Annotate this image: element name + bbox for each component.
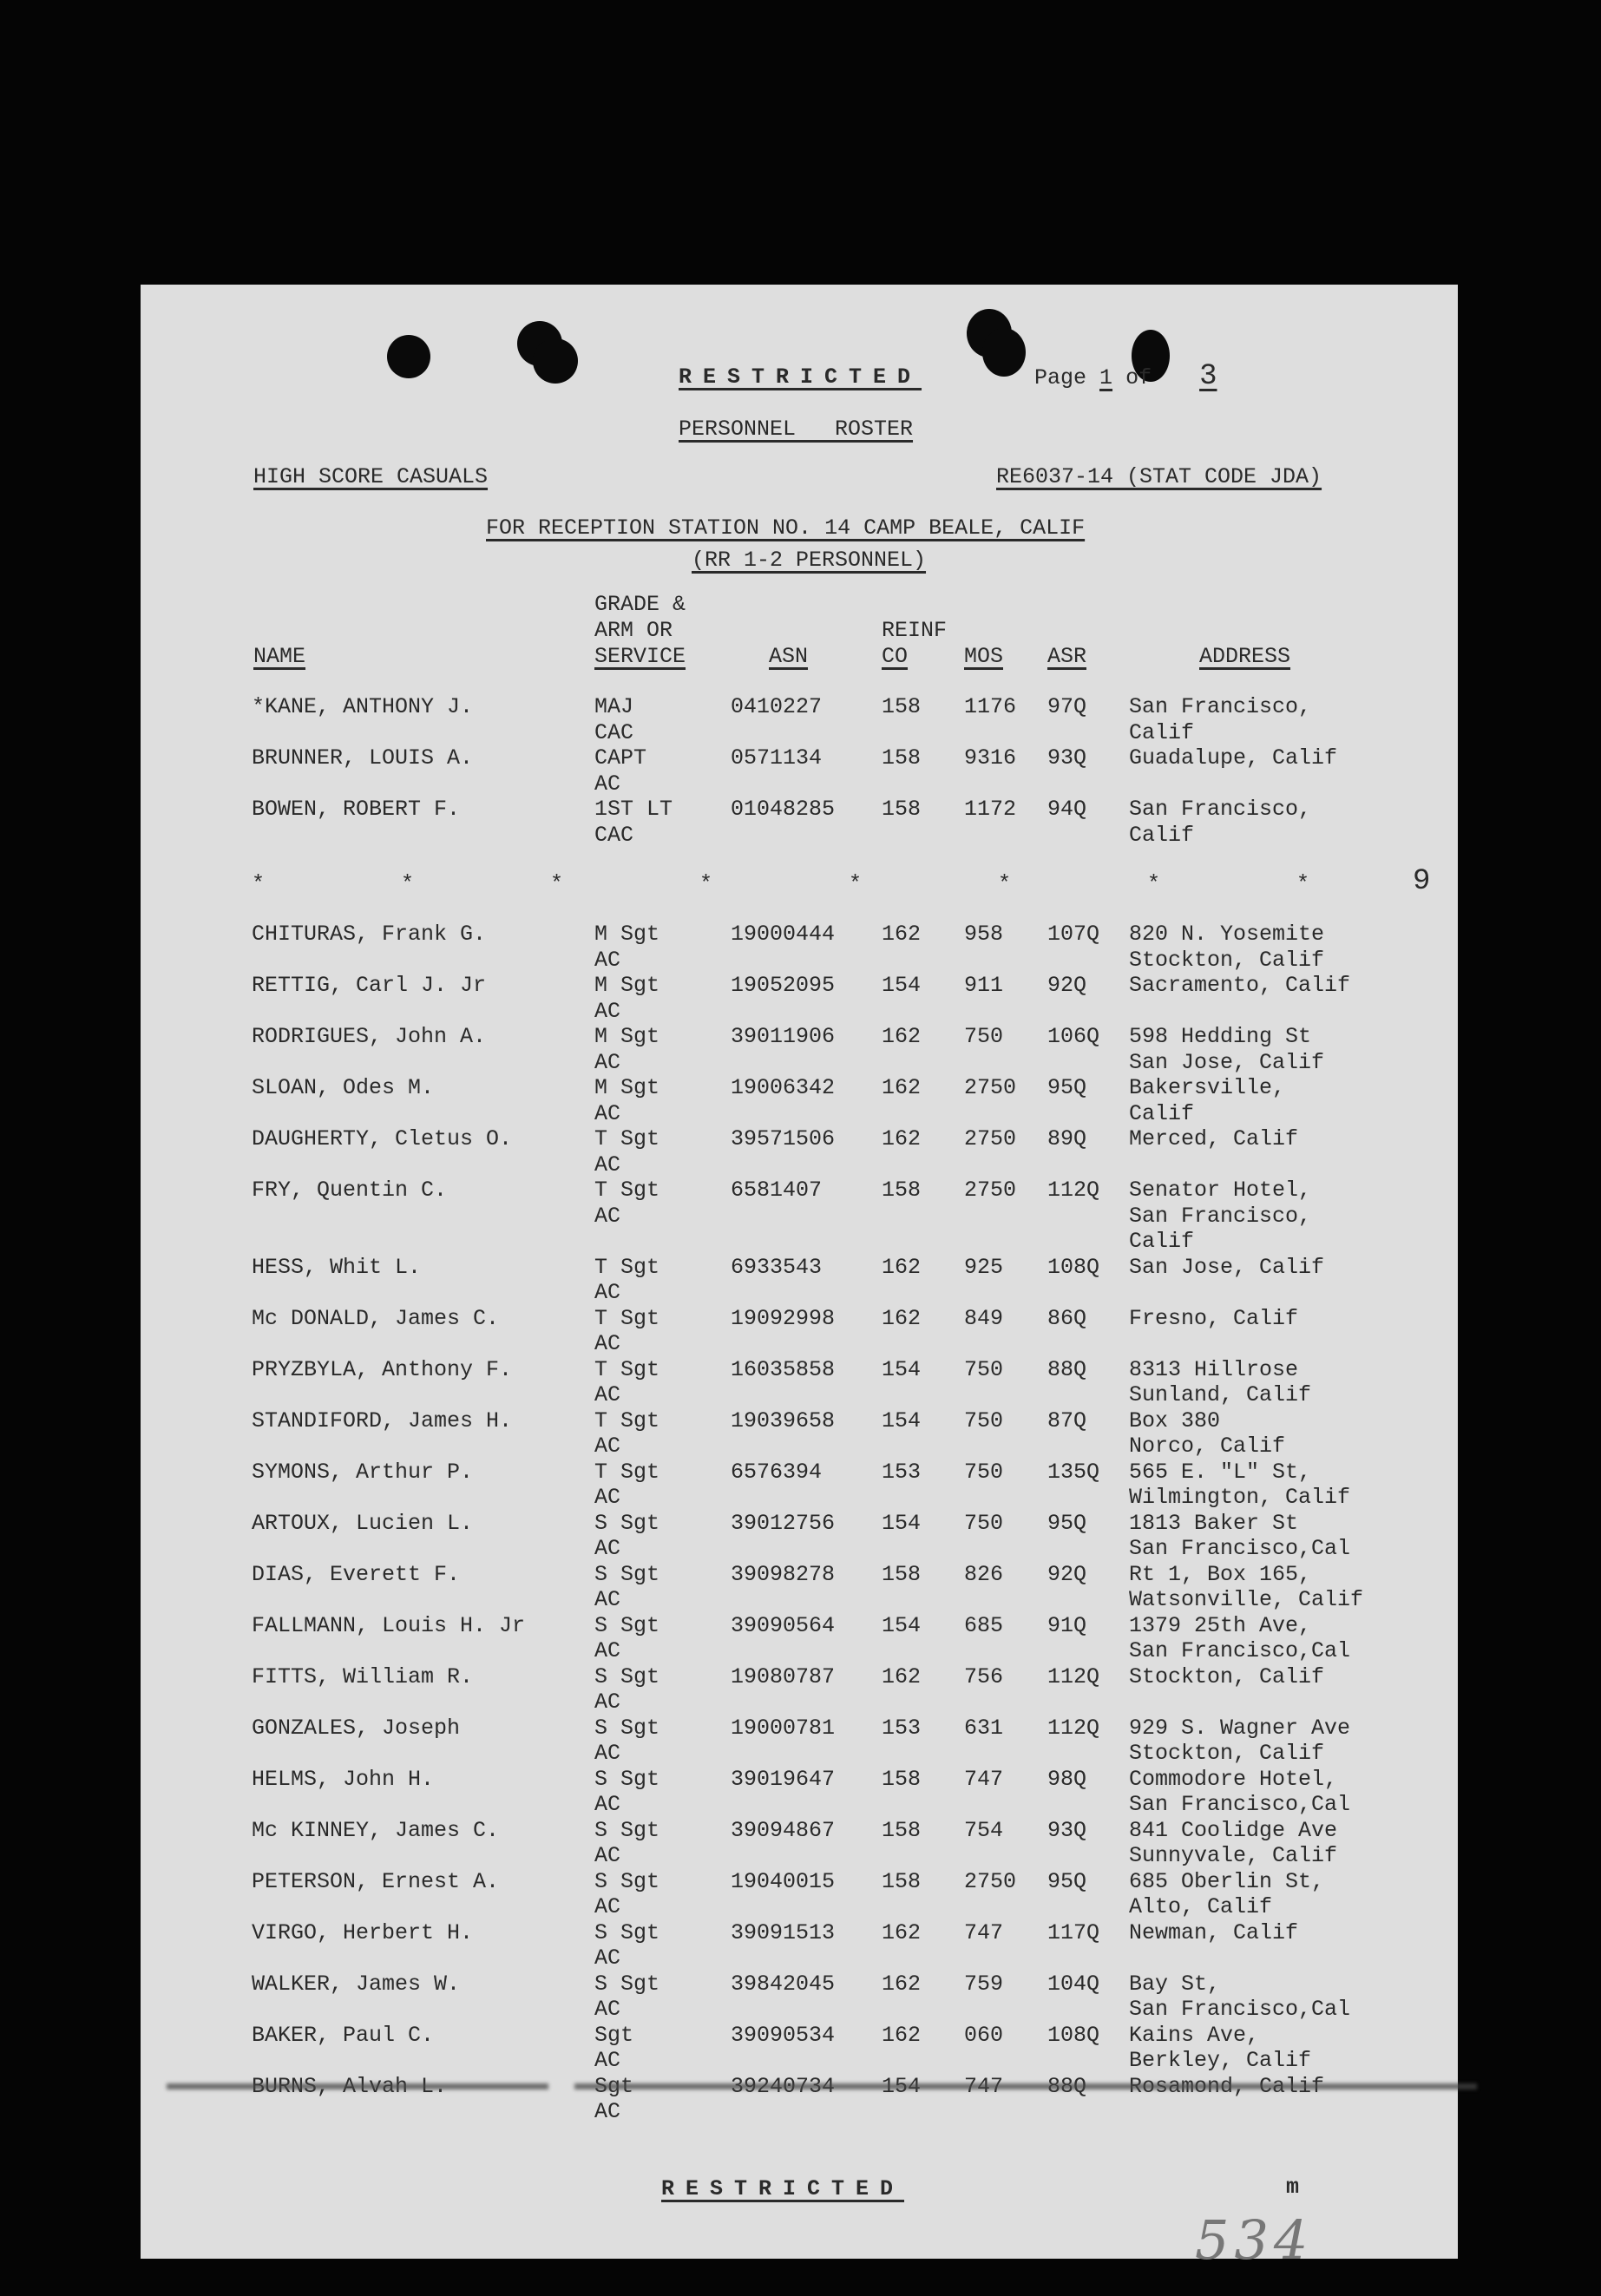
cell-grade: Sgt <box>594 2022 634 2048</box>
cell-name: ARTOUX, Lucien L. <box>252 1510 474 1536</box>
cell-address-line: 8313 Hillrose <box>1129 1356 1299 1382</box>
cell-address-line: Calif <box>1129 822 1195 848</box>
col-asr: ASR <box>1047 644 1087 669</box>
cell-mos: 747 <box>964 1766 1004 1792</box>
cell-grade: S Sgt <box>594 1919 660 1945</box>
cell-address-line: Kains Ave, <box>1129 2022 1260 2048</box>
cell-address-line: Merced, Calif <box>1129 1126 1299 1151</box>
cell-mos: 2750 <box>964 1868 1017 1894</box>
cell-arm: CAC <box>594 719 634 745</box>
cell-mos: 750 <box>964 1510 1004 1536</box>
cell-arm: AC <box>594 1894 621 1919</box>
separator-star: * <box>550 871 564 896</box>
cell-address-line: Commodore Hotel, <box>1129 1766 1338 1792</box>
roster-page <box>141 285 1458 2272</box>
cell-address-line: San Francisco, <box>1129 1203 1312 1229</box>
cell-arm: AC <box>594 1997 621 2022</box>
cell-name: FITTS, William R. <box>252 1663 474 1689</box>
cell-co: 162 <box>882 2022 922 2048</box>
group-label: HIGH SCORE CASUALS <box>253 464 489 489</box>
cell-grade: T Sgt <box>594 1254 660 1280</box>
cell-co: 158 <box>882 1178 922 1203</box>
cell-asr: 117Q <box>1047 1919 1100 1945</box>
col-grade-line2: ARM OR <box>594 618 673 643</box>
punch-hole <box>533 338 578 384</box>
cell-asn: 6576394 <box>731 1459 823 1485</box>
cell-arm: AC <box>594 771 621 797</box>
cell-asn: 39011906 <box>731 1024 836 1049</box>
cell-asr: 92Q <box>1047 973 1087 998</box>
cell-address-line: San Francisco, <box>1129 797 1312 822</box>
separator-star: * <box>849 871 863 896</box>
stat-code: RE6037-14 (STAT CODE JDA) <box>996 464 1322 489</box>
cell-address-line: Bakersville, <box>1129 1075 1286 1100</box>
strikethrough-line <box>574 2083 1477 2089</box>
cell-mos: 747 <box>964 1919 1004 1945</box>
cell-address-line: Sunnyvale, Calif <box>1129 1843 1338 1868</box>
cell-asr: 112Q <box>1047 1715 1100 1741</box>
cell-arm: AC <box>594 1331 621 1356</box>
cell-arm: AC <box>594 1151 621 1178</box>
cell-arm: AC <box>594 1792 621 1817</box>
cell-name: Mc DONALD, James C. <box>252 1305 500 1331</box>
cell-arm: AC <box>594 1741 621 1766</box>
cell-address-line: 820 N. Yosemite <box>1129 922 1325 947</box>
cell-address-line: Sunland, Calif <box>1129 1382 1312 1407</box>
cell-name: FALLMANN, Louis H. Jr <box>252 1612 526 1638</box>
cell-address-line: 929 S. Wagner Ave <box>1129 1715 1351 1741</box>
cell-co: 158 <box>882 1868 922 1894</box>
cell-co: 154 <box>882 1510 922 1536</box>
cell-co: 154 <box>882 1407 922 1433</box>
cell-co: 158 <box>882 1766 922 1792</box>
cell-grade: S Sgt <box>594 1715 660 1741</box>
footer-mark: m <box>1286 2175 1300 2200</box>
document-title: PERSONNEL ROSTER <box>679 417 914 442</box>
cell-asn: 39012756 <box>731 1510 836 1536</box>
cell-mos: 685 <box>964 1612 1004 1638</box>
cell-arm: AC <box>594 1689 621 1715</box>
cell-name: BOWEN, ROBERT F. <box>252 797 461 822</box>
cell-address-line: San Francisco,Cal <box>1129 1638 1351 1663</box>
cell-co: 162 <box>882 1126 922 1151</box>
cell-arm: AC <box>594 1638 621 1663</box>
cell-co: 158 <box>882 694 922 719</box>
cell-mos: 1172 <box>964 797 1017 822</box>
cell-asr: 86Q <box>1047 1305 1087 1331</box>
cell-arm: AC <box>594 1587 621 1612</box>
cell-asr: 95Q <box>1047 1075 1087 1100</box>
cell-mos: 2750 <box>964 1178 1017 1203</box>
cell-address-line: 841 Coolidge Ave <box>1129 1817 1338 1843</box>
cell-name: PRYZBYLA, Anthony F. <box>252 1356 513 1382</box>
cell-co: 153 <box>882 1459 922 1485</box>
col-grade-line1: GRADE & <box>594 592 686 617</box>
cell-mos: 925 <box>964 1254 1004 1280</box>
cell-address-line: San Francisco, <box>1129 694 1312 719</box>
cell-name: BRUNNER, LOUIS A. <box>252 745 474 771</box>
punch-hole <box>982 328 1026 377</box>
cell-address-line: San Francisco,Cal <box>1129 1792 1351 1817</box>
cell-grade: S Sgt <box>594 1817 660 1843</box>
col-co-line1: REINF <box>882 618 948 643</box>
cell-grade: T Sgt <box>594 1459 660 1485</box>
cell-grade: M Sgt <box>594 1075 660 1100</box>
cell-grade: M Sgt <box>594 973 660 998</box>
cell-asr: 95Q <box>1047 1868 1087 1894</box>
cell-asr: 112Q <box>1047 1663 1100 1689</box>
cell-address-line: Alto, Calif <box>1129 1894 1273 1919</box>
cell-mos: 958 <box>964 922 1004 947</box>
cell-arm: AC <box>594 998 621 1024</box>
cell-name: RODRIGUES, John A. <box>252 1024 487 1049</box>
cell-address-line: Fresno, Calif <box>1129 1305 1299 1331</box>
cell-arm: AC <box>594 2099 621 2124</box>
cell-grade: S Sgt <box>594 1868 660 1894</box>
cell-grade: T Sgt <box>594 1178 660 1203</box>
cell-asr: 135Q <box>1047 1459 1100 1485</box>
col-mos: MOS <box>964 644 1004 669</box>
cell-asn: 0571134 <box>731 745 823 771</box>
cell-grade: S Sgt <box>594 1561 660 1587</box>
cell-address-line: Guadalupe, Calif <box>1129 745 1338 771</box>
cell-asr: 94Q <box>1047 797 1087 822</box>
cell-asn: 39091513 <box>731 1919 836 1945</box>
cell-asn: 6933543 <box>731 1254 823 1280</box>
cell-arm: AC <box>594 1382 621 1407</box>
cell-grade: M Sgt <box>594 1024 660 1049</box>
cell-address-line: Bay St, <box>1129 1971 1221 1997</box>
cell-asn: 19052095 <box>731 973 836 998</box>
cell-address-line: Calif <box>1129 1100 1195 1126</box>
cell-asr: 106Q <box>1047 1024 1100 1049</box>
page-label: Page <box>1034 365 1087 390</box>
page-number: 1 <box>1099 365 1113 390</box>
cell-asr: 92Q <box>1047 1561 1087 1587</box>
cell-address-line: Box 380 <box>1129 1407 1221 1433</box>
col-co-line2: CO <box>882 644 909 669</box>
cell-name: Mc KINNEY, James C. <box>252 1817 500 1843</box>
cell-mos: 750 <box>964 1356 1004 1382</box>
cell-grade: T Sgt <box>594 1126 660 1151</box>
cell-asn: 19040015 <box>731 1868 836 1894</box>
cell-asr: 97Q <box>1047 694 1087 719</box>
separator-star: * <box>699 871 713 896</box>
cell-grade: M Sgt <box>594 922 660 947</box>
cell-asn: 16035858 <box>731 1356 836 1382</box>
cell-grade: T Sgt <box>594 1356 660 1382</box>
cell-grade: MAJ <box>594 694 634 719</box>
cell-name: VIRGO, Herbert H. <box>252 1919 474 1945</box>
cell-name: STANDIFORD, James H. <box>252 1407 513 1433</box>
cell-asr: 95Q <box>1047 1510 1087 1536</box>
cell-asr: 108Q <box>1047 1254 1100 1280</box>
cell-address-line: Watsonville, Calif <box>1129 1587 1364 1612</box>
classification-header: RESTRICTED <box>679 364 922 390</box>
station-heading: FOR RECEPTION STATION NO. 14 CAMP BEALE, CALIF <box>486 515 1086 541</box>
cell-address-line: Wilmington, Calif <box>1129 1485 1351 1510</box>
cell-asr: 91Q <box>1047 1612 1087 1638</box>
cell-asn: 19092998 <box>731 1305 836 1331</box>
cell-arm: AC <box>594 1843 621 1868</box>
cell-address-line: Senator Hotel, <box>1129 1178 1312 1203</box>
cell-asn: 39094867 <box>731 1817 836 1843</box>
cell-name: *KANE, ANTHONY J. <box>252 694 474 719</box>
cell-grade: T Sgt <box>594 1407 660 1433</box>
separator-star: * <box>998 871 1012 896</box>
cell-mos: 754 <box>964 1817 1004 1843</box>
separator-star: * <box>401 871 415 896</box>
cell-asn: 39090564 <box>731 1612 836 1638</box>
cell-mos: 756 <box>964 1663 1004 1689</box>
cell-asr: 104Q <box>1047 1971 1100 1997</box>
cell-address-line: San Francisco,Cal <box>1129 1997 1351 2022</box>
handwritten-page-number: 534 <box>1195 2208 1314 2272</box>
station-subheading: (RR 1-2 PERSONNEL) <box>692 548 927 573</box>
cell-name: GONZALES, Joseph <box>252 1715 461 1741</box>
col-address: ADDRESS <box>1199 644 1291 669</box>
cell-co: 162 <box>882 1254 922 1280</box>
cell-grade: S Sgt <box>594 1510 660 1536</box>
cell-asn: 19006342 <box>731 1075 836 1100</box>
cell-address-line: Stockton, Calif <box>1129 1663 1325 1689</box>
cell-arm: AC <box>594 1203 621 1229</box>
cell-asn: 39098278 <box>731 1561 836 1587</box>
cell-mos: 631 <box>964 1715 1004 1741</box>
cell-address-line: San Francisco,Cal <box>1129 1536 1351 1561</box>
cell-asr: 112Q <box>1047 1178 1100 1203</box>
cell-address-line: 685 Oberlin St, <box>1129 1868 1325 1894</box>
cell-name: HESS, Whit L. <box>252 1254 422 1280</box>
cell-name: HELMS, John H. <box>252 1766 435 1792</box>
cell-mos: 060 <box>964 2022 1004 2048</box>
cell-name: DAUGHERTY, Cletus O. <box>252 1126 513 1151</box>
cell-arm: AC <box>594 1485 621 1510</box>
cell-co: 162 <box>882 1024 922 1049</box>
cell-co: 158 <box>882 797 922 822</box>
col-name: NAME <box>253 644 306 669</box>
cell-address-line: 1813 Baker St <box>1129 1510 1299 1536</box>
cell-asr: 107Q <box>1047 922 1100 947</box>
cell-address-line: Stockton, Calif <box>1129 947 1325 973</box>
cell-name: PETERSON, Ernest A. <box>252 1868 500 1894</box>
cell-asn: 19000444 <box>731 922 836 947</box>
cell-asn: 19039658 <box>731 1407 836 1433</box>
cell-asn: 39571506 <box>731 1126 836 1151</box>
cell-asr: 88Q <box>1047 1356 1087 1382</box>
cell-arm: AC <box>594 2048 621 2073</box>
cell-asn: 39019647 <box>731 1766 836 1792</box>
cell-arm: AC <box>594 1536 621 1561</box>
cell-address-line: Rt 1, Box 165, <box>1129 1561 1312 1587</box>
cell-mos: 750 <box>964 1459 1004 1485</box>
cell-address-line: 565 E. "L" St, <box>1129 1459 1312 1485</box>
separator-star: * <box>252 871 266 896</box>
cell-asr: 93Q <box>1047 745 1087 771</box>
cell-mos: 849 <box>964 1305 1004 1331</box>
cell-name: FRY, Quentin C. <box>252 1178 448 1203</box>
cell-address-line: San Jose, Calif <box>1129 1254 1325 1280</box>
cell-address-line: Norco, Calif <box>1129 1433 1286 1459</box>
cell-name: CHITURAS, Frank G. <box>252 922 487 947</box>
cell-name: DIAS, Everett F. <box>252 1561 461 1587</box>
cell-name: RETTIG, Carl J. Jr <box>252 973 487 998</box>
cell-co: 158 <box>882 1817 922 1843</box>
cell-grade: 1ST LT <box>594 797 673 822</box>
cell-grade: S Sgt <box>594 1971 660 1997</box>
cell-asn: 6581407 <box>731 1178 823 1203</box>
page-indicator <box>1034 360 1270 393</box>
cell-arm: CAC <box>594 822 634 848</box>
cell-arm: AC <box>594 1945 621 1971</box>
strikethrough-line <box>167 2083 548 2089</box>
cell-co: 162 <box>882 1075 922 1100</box>
cell-address-line: Berkley, Calif <box>1129 2048 1312 2073</box>
col-asn: ASN <box>769 644 809 669</box>
cell-co: 154 <box>882 973 922 998</box>
cell-mos: 911 <box>964 973 1004 998</box>
punch-hole <box>387 335 430 378</box>
cell-name: SLOAN, Odes M. <box>252 1075 435 1100</box>
cell-address-line: Sacramento, Calif <box>1129 973 1351 998</box>
cell-asr: 98Q <box>1047 1766 1087 1792</box>
cell-asr: 87Q <box>1047 1407 1087 1433</box>
cell-name: BAKER, Paul C. <box>252 2022 435 2048</box>
cell-mos: 826 <box>964 1561 1004 1587</box>
cell-arm: AC <box>594 1433 621 1459</box>
cell-arm: AC <box>594 1049 621 1075</box>
cell-grade: S Sgt <box>594 1612 660 1638</box>
cell-name: SYMONS, Arthur P. <box>252 1459 474 1485</box>
cell-arm: AC <box>594 1280 621 1305</box>
cell-grade: T Sgt <box>594 1305 660 1331</box>
cell-grade: S Sgt <box>594 1766 660 1792</box>
cell-grade: CAPT <box>594 745 647 771</box>
cell-mos: 1176 <box>964 694 1017 719</box>
cell-asn: 19000781 <box>731 1715 836 1741</box>
cell-mos: 9316 <box>964 745 1017 771</box>
cell-co: 153 <box>882 1715 922 1741</box>
cell-asr: 108Q <box>1047 2022 1100 2048</box>
cell-asr: 93Q <box>1047 1817 1087 1843</box>
cell-co: 162 <box>882 1305 922 1331</box>
separator-star: * <box>1147 871 1161 896</box>
cell-co: 162 <box>882 1971 922 1997</box>
cell-asn: 0410227 <box>731 694 823 719</box>
cell-name: WALKER, James W. <box>252 1971 461 1997</box>
cell-co: 154 <box>882 1356 922 1382</box>
cell-asn: 19080787 <box>731 1663 836 1689</box>
cell-co: 158 <box>882 745 922 771</box>
cell-address-line: Stockton, Calif <box>1129 1741 1325 1766</box>
cell-arm: AC <box>594 1100 621 1126</box>
cell-mos: 750 <box>964 1407 1004 1433</box>
page-total: 3 <box>1199 360 1217 393</box>
cell-co: 154 <box>882 1612 922 1638</box>
cell-co: 158 <box>882 1561 922 1587</box>
cell-mos: 759 <box>964 1971 1004 1997</box>
cell-address-line: 598 Hedding St <box>1129 1024 1312 1049</box>
classification-footer: RESTRICTED <box>661 2176 905 2201</box>
col-grade-line3: SERVICE <box>594 644 686 669</box>
cell-co: 162 <box>882 922 922 947</box>
cell-mos: 2750 <box>964 1075 1017 1100</box>
cell-grade: S Sgt <box>594 1663 660 1689</box>
page-of: of <box>1125 365 1152 390</box>
cell-address-line: Newman, Calif <box>1129 1919 1299 1945</box>
cell-co: 162 <box>882 1919 922 1945</box>
margin-note: 9 <box>1413 865 1431 898</box>
cell-address-line: San Jose, Calif <box>1129 1049 1325 1075</box>
cell-asr: 89Q <box>1047 1126 1087 1151</box>
cell-address-line: 1379 25th Ave, <box>1129 1612 1312 1638</box>
cell-asn: 39090534 <box>731 2022 836 2048</box>
cell-mos: 2750 <box>964 1126 1017 1151</box>
separator-star: * <box>1296 871 1310 896</box>
cell-address-line: Calif <box>1129 1229 1195 1254</box>
cell-co: 162 <box>882 1663 922 1689</box>
cell-asn: 39842045 <box>731 1971 836 1997</box>
cell-asn: 01048285 <box>731 797 836 822</box>
cell-arm: AC <box>594 947 621 973</box>
cell-mos: 750 <box>964 1024 1004 1049</box>
cell-address-line: Calif <box>1129 719 1195 745</box>
